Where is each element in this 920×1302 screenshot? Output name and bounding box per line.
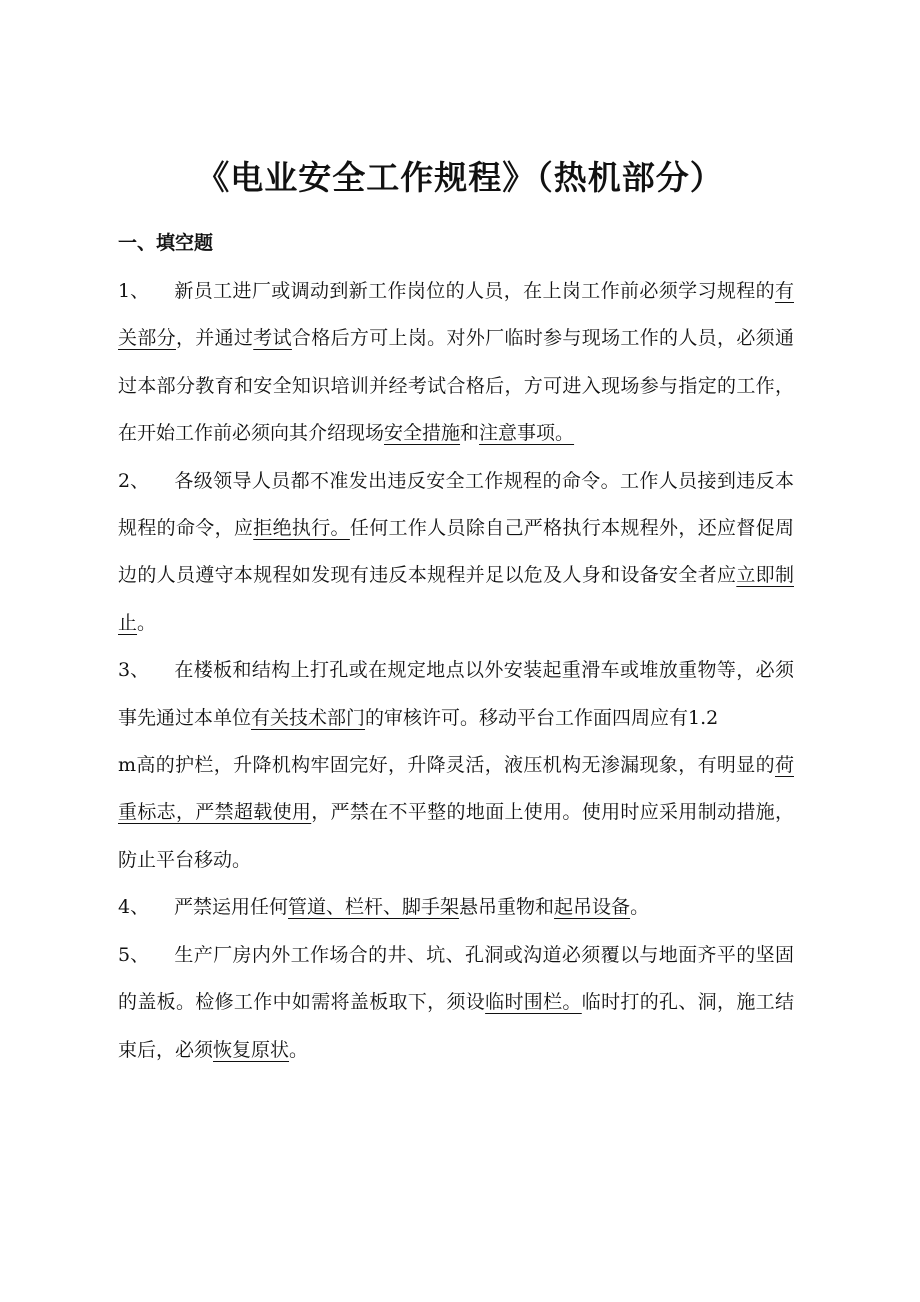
question-text: ，严禁在不平整的地面上使用。使用时应采用制动措施，防止平台移动。 [118, 801, 794, 871]
blank-answer: 拒绝执行。 [253, 517, 350, 540]
question-number: 5、 [118, 943, 150, 966]
question-number: 1、 [118, 280, 150, 302]
question-number: 3、 [118, 659, 150, 682]
question-text: 临时打的孔、洞，施工结束后，必须 [118, 991, 794, 1061]
question-1 [118, 268, 794, 458]
blank-answer: 有关部分 [118, 280, 794, 350]
blank-answer: 临时围栏。 [485, 991, 582, 1014]
question-2 [118, 458, 794, 648]
question-text: 。 [630, 896, 650, 919]
question-text: 的审核许可。移动平台工作面四周应有1.2 [365, 706, 719, 729]
blank-answer: 立即制止 [118, 564, 794, 634]
question-text: 。 [137, 611, 157, 634]
blank-answer: 安全措施 [384, 422, 461, 445]
question-text: 。 [289, 1038, 309, 1061]
question-text: 生产厂房内外工作场合的井、坑、孔洞或沟道必须覆以与地面齐平的坚固的盖板。检修工作中如需将盖板取下，须设 [118, 943, 794, 1014]
blank-answer: 荷重标志，严禁超载使用 [118, 754, 794, 824]
question-text [118, 742, 794, 884]
blank-answer: 注意事项。 [479, 422, 575, 445]
question-text: 合格后方可上岗。对外厂临时参与现场工作的人员，必须通过本部分教育和安全知识培训并经考试合格后，方可进入现场参与指定的工作，在开始工作前必须向其介绍现场 [118, 327, 794, 445]
document-title: 《电业安全工作规程》（热机部分） [196, 158, 724, 197]
question-text: 新员工进厂或调动到新工作岗位的人员，在上岗工作前必须学习规程的 [174, 280, 775, 302]
question-4 [118, 884, 794, 931]
question-text: 严禁运用任何 [174, 896, 289, 919]
question-3 [118, 647, 794, 884]
question-number: 4、 [118, 896, 150, 919]
question-text: 在楼板和结构上打孔或在规定地点以外安装起重滑车或堆放重物等，必须事先通过本单位 [118, 659, 794, 729]
question-text: 悬吊重物和 [459, 896, 555, 919]
question-text: 各级领导人员都不准发出违反安全工作规程的命令。工作人员接到违反本规程的命令，应 [118, 469, 794, 540]
question-number: 2、 [118, 469, 150, 492]
blank-answer: 起吊设备 [554, 896, 631, 919]
question-text: ，并通过 [175, 327, 254, 350]
question-list [118, 268, 794, 1074]
question-text: 和 [460, 422, 480, 445]
blank-answer: 考试 [253, 327, 292, 350]
section-heading: 一、填空题 [118, 232, 214, 254]
question-5 [118, 932, 794, 1074]
blank-answer: 管道、栏杆、脚手架 [288, 896, 460, 919]
blank-answer: 恢复原状 [213, 1038, 290, 1061]
question-text: m高的护栏，升降机构牢固完好，升降灵活，液压机构无渗漏现象，有明显的 [118, 754, 775, 777]
question-text: 任何工作人员除自己严格执行本规程外，还应督促周边的人员遵守本规程如发现有违反本规程并足以危及人身和设备安全者应 [118, 517, 794, 587]
blank-answer: 有关技术部门 [251, 706, 366, 729]
